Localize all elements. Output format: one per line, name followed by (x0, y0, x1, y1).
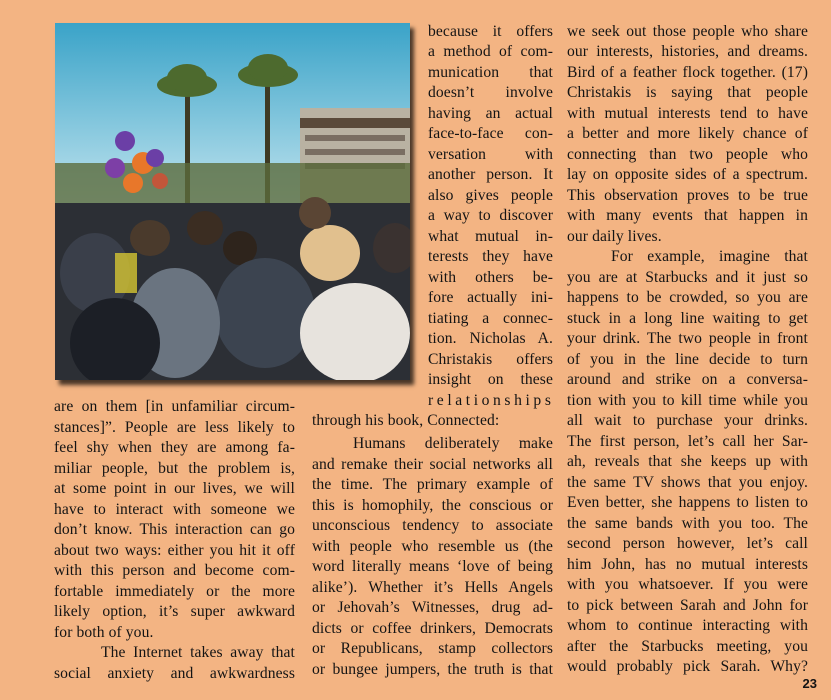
text-line: For example, imagine that (611, 248, 808, 265)
text-line: unconscious tendency to associate (312, 517, 553, 534)
text-line: with you whatsoever. If you were (567, 576, 808, 593)
text-line: Christakis offers (428, 351, 553, 368)
text-line: tiating a connec- (428, 310, 553, 327)
text-line: or bungee jumpers, the truth is that (312, 661, 553, 678)
text-line: This observation proves to be true (567, 187, 808, 204)
text-line: lay on opposite sides of a spectrum. (567, 166, 808, 183)
text-line: around and strike on a conversa- (567, 371, 808, 388)
text-line: second person however, let’s call (567, 535, 808, 552)
text-line: the time. The primary example of (312, 476, 553, 493)
text-line: tion. Nicholas A. (428, 330, 553, 347)
text-line: the same bands with you too. The (567, 515, 808, 532)
text-line: don’t know. This interaction can go (54, 521, 295, 538)
text-line: your drink. The two people in front (567, 330, 808, 347)
text-line: fore actually ini- (428, 289, 553, 306)
text-line: and remake their social networks all (312, 456, 553, 473)
text-line: another person. It (428, 166, 553, 183)
text-line: we seek out those people who share (567, 23, 808, 40)
text-line: you are at Starbucks and it just so (567, 269, 808, 286)
text-line: would probably pick Sarah. Why? (567, 658, 808, 675)
text-line: of you in the line decide to turn (567, 351, 808, 368)
text-line: connecting than two people who (567, 146, 808, 163)
text-line: whom to continue interacting with (567, 617, 808, 634)
text-line: with this person and become com- (54, 562, 295, 579)
text-line: for both of you. (54, 624, 154, 641)
text-line: The first person, let’s call her Sar- (567, 433, 808, 450)
text-line: with mutual interests tend to have (567, 105, 808, 122)
text-line: fortable immediately or the more (54, 583, 295, 600)
text-line: or Republicans, stamp collectors (312, 640, 553, 657)
text-line: him John, has no mutual interests (567, 556, 808, 573)
text-line: miliar people, but the problem is, (54, 460, 295, 477)
text-line: are on them [in unfamiliar circum- (54, 398, 295, 415)
text-line: stuck in a long line waiting to get (567, 310, 808, 327)
text-line: also gives people (428, 187, 553, 204)
text-line: a way to discover (428, 207, 553, 224)
text-line: this is homophily, the conscious or (312, 497, 553, 514)
text-line: likely option, it’s super awkward (54, 603, 295, 620)
text-line: dicts or coffee drinkers, Democrats (312, 620, 553, 637)
text-line: alike’). Whether it’s Hells Angels (312, 579, 553, 596)
text-line: The Internet takes away that (101, 644, 295, 661)
text-line: Even better, she happens to listen to (567, 494, 808, 511)
text-line: face-to-face con- (428, 125, 553, 142)
text-line: a better and more likely chance of (567, 125, 808, 142)
text-line: ah, reveals that she keeps up with (567, 453, 808, 470)
text-line: all wait to purchase your drinks. (567, 412, 808, 429)
page-number: 23 (802, 676, 817, 691)
text-line: because it offers (428, 23, 553, 40)
text-line: with others be- (428, 269, 553, 286)
text-line: a method of com- (428, 43, 553, 60)
text-line: stances]”. People are less likely to (54, 419, 295, 436)
text-line: word literally means ‘love of being (312, 558, 553, 575)
text-line: at some point in our lives, we will (54, 480, 295, 497)
text-line: after the Starbucks meeting, you (567, 638, 808, 655)
text-line: to pick between Sarah and John for (567, 597, 808, 614)
text-line: with many events that happen in (567, 207, 808, 224)
text-line: our interests, histories, and dreams. (567, 43, 808, 60)
text-line: having an actual (428, 105, 553, 122)
text-line: with people who resemble us (the (312, 538, 553, 555)
text-line: Humans deliberately make (353, 435, 553, 452)
text-line: about two ways: either you hit it off (54, 542, 295, 559)
text-line: Christakis is saying that people (567, 84, 808, 101)
text-line: munication that (428, 64, 553, 81)
text-line: our daily lives. (567, 228, 662, 245)
text-line: terests they have (428, 248, 553, 265)
text-line: or Jehovah’s Witnesses, drug ad- (312, 599, 553, 616)
text-line: the same TV shows that you enjoy. (567, 474, 808, 491)
text-line: versation with (428, 146, 553, 163)
text-line: through his book, Connected: (312, 412, 500, 429)
text-line: happens to be crowded, so you are (567, 289, 808, 306)
text-line: doesn’t involve (428, 84, 553, 101)
text-line: have to interact with someone we (54, 501, 295, 518)
text-line: relationships (428, 392, 555, 409)
text-line: insight on these (428, 371, 553, 388)
text-line: tion with you to kill time while you (567, 392, 808, 409)
article-photo (55, 23, 410, 380)
text-line: social anxiety and awkwardness (54, 665, 295, 682)
text-line: Bird of a feather flock together. (17) (567, 64, 808, 81)
text-line: feel shy when they are among fa- (54, 439, 295, 456)
text-line: what mutual in- (428, 228, 553, 245)
